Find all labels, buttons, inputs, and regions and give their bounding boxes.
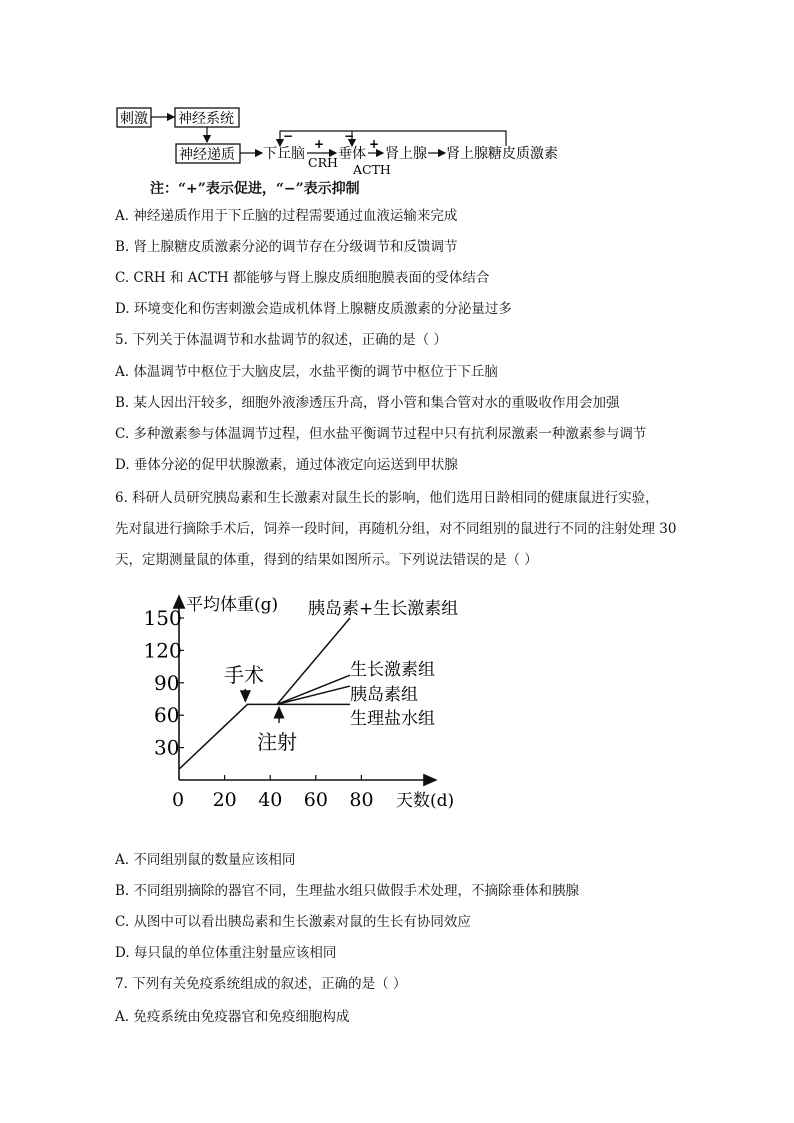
y-axis-title: 平均体重(g) — [186, 595, 279, 615]
q6-stem-line-2: 先对鼠进行摘除手术后，饲养一段时间，再随机分组，对不同组别的鼠进行不同的注射处理 30 — [115, 521, 677, 537]
adrenal-label: 肾上腺 — [385, 146, 427, 162]
nervous-system-label: 神经系统 — [178, 111, 234, 127]
x-axis-title: 天数(d) — [396, 791, 455, 811]
q6-stem-line-3: 天，定期测量鼠的体重，得到的结果如图所示。下列说法错误的是（ ） — [115, 552, 538, 568]
minus-sign-hypothalamus: − — [283, 129, 294, 143]
plus-sign-acth: + — [369, 137, 380, 151]
series-label: 生理盐水组 — [350, 709, 435, 729]
y-tick-label: 120 — [143, 638, 182, 663]
y-tick-label: 90 — [154, 670, 180, 695]
pituitary-label: 垂体 — [338, 146, 366, 162]
acth-label: ACTH — [353, 162, 391, 177]
x-tick-label: 80 — [349, 789, 374, 811]
x-tick-label: 0 — [172, 789, 185, 811]
diagram-note: 注：“+”表示促进，“−”表示抑制 — [150, 181, 360, 197]
x-tick-label: 60 — [303, 789, 328, 811]
hypothalamus-label: 下丘脑 — [263, 146, 305, 162]
q6-option-b: B. 不同组别摘除的器官不同，生理盐水组只做假手术处理，不摘除垂体和胰腺 — [115, 883, 580, 899]
q5-option-c: C. 多种激素参与体温调节过程，但水盐平衡调节过程中只有抗利尿激素一种激素参与调节 — [115, 426, 647, 442]
q6-option-a: A. 不同组别鼠的数量应该相同 — [115, 852, 296, 868]
q4-option-c: C. CRH 和 ACTH 都能够与肾上腺皮质细胞膜表面的受体结合 — [115, 270, 490, 286]
y-tick-label: 30 — [154, 735, 180, 760]
series-label: 胰岛素组 — [350, 685, 418, 705]
series-line — [277, 618, 350, 704]
cortisol-label: 肾上腺糖皮质激素 — [446, 146, 558, 162]
x-tick-label: 40 — [258, 789, 283, 811]
surgery-annotation: 手术 — [224, 663, 264, 687]
x-tick-label: 20 — [212, 789, 237, 811]
neurotransmitter-label: 神经递质 — [179, 147, 235, 163]
injection-annotation: 注射 — [257, 730, 297, 754]
series-label: 胰岛素+生长激素组 — [308, 599, 459, 619]
series-label: 生长激素组 — [350, 660, 435, 680]
crh-label: CRH — [308, 155, 338, 170]
q5-stem: 5. 下列关于体温调节和水盐调节的叙述，正确的是（ ） — [115, 332, 447, 348]
series-line — [277, 686, 350, 704]
minus-sign-pituitary: − — [344, 129, 355, 143]
q6-option-d: D. 每只鼠的单位体重注射量应该相同 — [115, 945, 337, 961]
stimulus-label: 刺激 — [120, 111, 148, 127]
q6-option-c: C. 从图中可以看出胰岛素和生长激素对鼠的生长有协同效应 — [115, 914, 471, 930]
y-tick-label: 60 — [154, 703, 180, 728]
q7-option-a: A. 免疫系统由免疫器官和免疫细胞构成 — [115, 1009, 350, 1025]
q5-option-b: B. 某人因出汗较多，细胞外液渗透压升高，肾小管和集合管对水的重吸收作用会加强 — [115, 395, 620, 411]
q4-option-a: A. 神经递质作用于下丘脑的过程需要通过血液运输来完成 — [115, 208, 458, 224]
q7-stem: 7. 下列有关免疫系统组成的叙述，正确的是（ ） — [115, 976, 407, 992]
q4-option-b: B. 肾上腺糖皮质激素分泌的调节存在分级调节和反馈调节 — [115, 239, 458, 255]
q6-stem-line-1: 6. 科研人员研究胰岛素和生长激素对鼠生长的影响，他们选用日龄相同的健康鼠进行实验， — [115, 490, 659, 506]
q5-option-a: A. 体温调节中枢位于大脑皮层，水盐平衡的调节中枢位于下丘脑 — [115, 364, 498, 380]
q5-option-d: D. 垂体分泌的促甲状腺激素，通过体液定向运送到甲状腺 — [115, 457, 458, 473]
y-tick-label: 150 — [143, 606, 182, 630]
series-line — [277, 675, 350, 704]
plus-sign-crh: + — [314, 137, 325, 151]
q4-option-d: D. 环境变化和伤害刺激会造成机体肾上腺糖皮质激素的分泌量过多 — [115, 301, 512, 317]
